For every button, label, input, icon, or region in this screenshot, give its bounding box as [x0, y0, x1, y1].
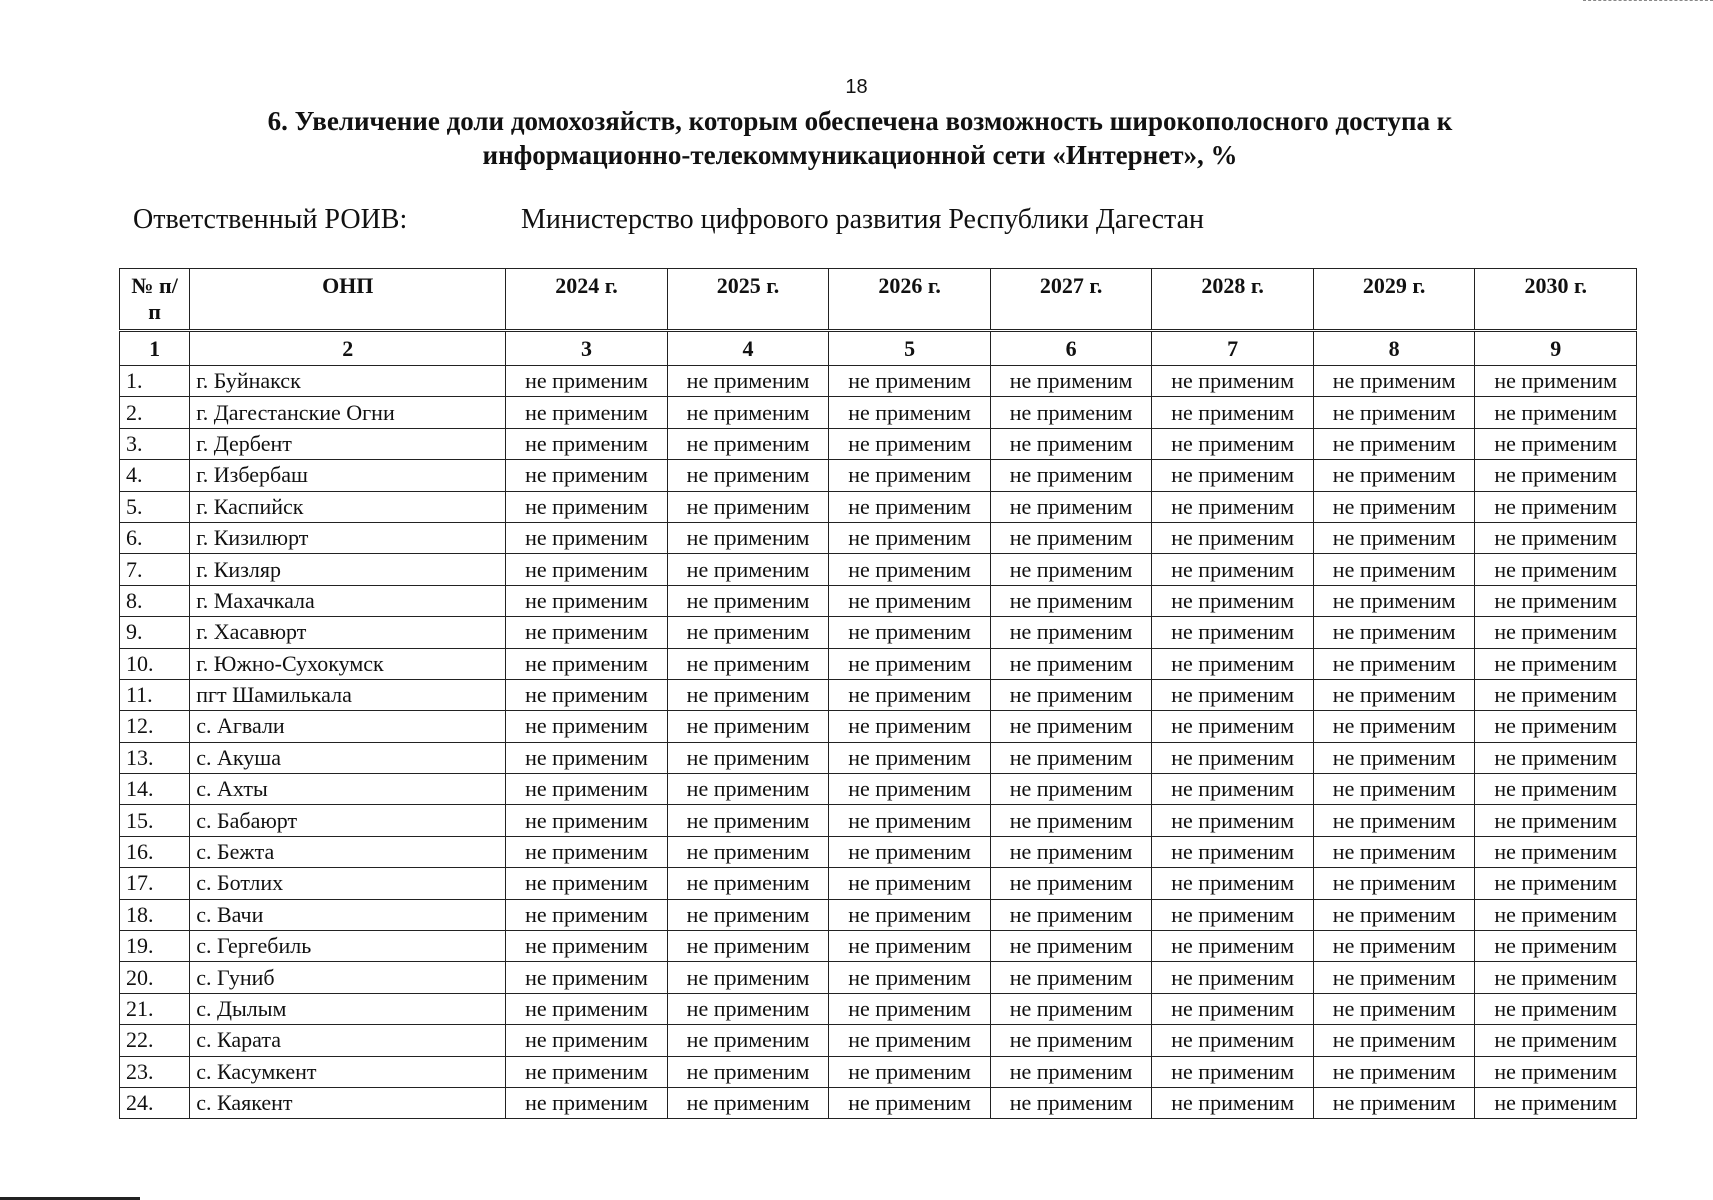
row-number: 2. — [120, 397, 190, 428]
year-value-cell: не применим — [829, 460, 991, 491]
row-number: 11. — [120, 679, 190, 710]
year-value-cell: не применим — [990, 679, 1152, 710]
table-row — [120, 931, 1637, 962]
year-value-cell: не применим — [1313, 397, 1475, 428]
row-number: 12. — [120, 711, 190, 742]
column-number: 1 — [120, 331, 190, 366]
year-value-cell: не применим — [1475, 585, 1637, 616]
year-value-cell: не применим — [1313, 491, 1475, 522]
table-row — [120, 1025, 1637, 1056]
settlement-name: г. Дербент — [190, 428, 506, 459]
year-value-cell: не применим — [1313, 899, 1475, 930]
year-value-cell: не применим — [506, 397, 668, 428]
table-row — [120, 836, 1637, 867]
row-number: 4. — [120, 460, 190, 491]
row-number: 1. — [120, 366, 190, 397]
year-value-cell: не применим — [829, 1056, 991, 1087]
year-value-cell: не применим — [1475, 1087, 1637, 1118]
row-number: 6. — [120, 522, 190, 553]
year-value-cell: не применим — [506, 993, 668, 1024]
year-value-cell: не применим — [990, 554, 1152, 585]
year-value-cell: не применим — [506, 366, 668, 397]
row-number: 8. — [120, 585, 190, 616]
page-number: 18 — [845, 76, 868, 98]
year-value-cell: не применим — [1475, 899, 1637, 930]
row-number: 7. — [120, 554, 190, 585]
year-value-cell: не применим — [667, 679, 829, 710]
year-value-cell: не применим — [829, 774, 991, 805]
table-row — [120, 868, 1637, 899]
table-row — [120, 899, 1637, 930]
roiv-label: Ответственный РОИВ: — [133, 204, 408, 235]
year-value-cell: не применим — [1313, 648, 1475, 679]
table-row — [120, 962, 1637, 993]
year-value-cell: не применим — [506, 460, 668, 491]
year-value-cell: не применим — [1313, 460, 1475, 491]
table-row — [120, 460, 1637, 491]
year-value-cell: не применим — [1475, 491, 1637, 522]
year-value-cell: не применим — [990, 397, 1152, 428]
year-value-cell: не применим — [829, 836, 991, 867]
year-value-cell: не применим — [1475, 836, 1637, 867]
year-value-cell: не применим — [829, 679, 991, 710]
year-value-cell: не применим — [829, 648, 991, 679]
year-value-cell: не применим — [1313, 774, 1475, 805]
table-row — [120, 366, 1637, 397]
year-value-cell: не применим — [829, 585, 991, 616]
year-value-cell: не применим — [506, 1056, 668, 1087]
year-value-cell: не применим — [506, 836, 668, 867]
table-row — [120, 491, 1637, 522]
year-value-cell: не применим — [829, 366, 991, 397]
year-value-cell: не применим — [990, 899, 1152, 930]
year-value-cell: не применим — [506, 868, 668, 899]
year-value-cell: не применим — [506, 522, 668, 553]
year-value-cell: не применим — [1313, 428, 1475, 459]
year-value-cell: не применим — [1475, 522, 1637, 553]
year-value-cell: не применим — [990, 1025, 1152, 1056]
year-value-cell: не применим — [829, 428, 991, 459]
year-value-cell: не применим — [1475, 397, 1637, 428]
column-number: 7 — [1152, 331, 1314, 366]
column-number-row — [120, 331, 1637, 366]
table-header-row — [120, 269, 1637, 331]
year-value-cell: не применим — [1313, 962, 1475, 993]
year-value-cell: не применим — [990, 1056, 1152, 1087]
settlement-name: с. Гергебиль — [190, 931, 506, 962]
table-row — [120, 428, 1637, 459]
settlement-name: с. Гуниб — [190, 962, 506, 993]
year-value-cell: не применим — [1313, 805, 1475, 836]
year-value-cell: не применим — [506, 774, 668, 805]
year-value-cell: не применим — [990, 742, 1152, 773]
year-value-cell: не применим — [990, 711, 1152, 742]
year-value-cell: не применим — [1475, 962, 1637, 993]
table-row — [120, 617, 1637, 648]
year-value-cell: не применим — [667, 522, 829, 553]
year-value-cell: не применим — [990, 648, 1152, 679]
year-value-cell: не применим — [506, 931, 668, 962]
year-value-cell: не применим — [829, 899, 991, 930]
indicator-table — [119, 268, 1637, 1119]
table-row — [120, 679, 1637, 710]
year-value-cell: не применим — [667, 962, 829, 993]
settlement-name: г. Буйнакск — [190, 366, 506, 397]
row-number: 5. — [120, 491, 190, 522]
scan-edge-line — [1583, 0, 1713, 2]
row-number: 22. — [120, 1025, 190, 1056]
year-value-cell: не применим — [1152, 931, 1314, 962]
header-num: № п/п — [120, 269, 190, 331]
year-value-cell: не применим — [1152, 428, 1314, 459]
year-value-cell: не применим — [1152, 742, 1314, 773]
settlement-name: с. Дылым — [190, 993, 506, 1024]
settlement-name: с. Касумкент — [190, 1056, 506, 1087]
year-value-cell: не применим — [990, 931, 1152, 962]
settlement-name: с. Акуша — [190, 742, 506, 773]
row-number: 9. — [120, 617, 190, 648]
year-value-cell: не применим — [506, 648, 668, 679]
year-value-cell: не применим — [667, 931, 829, 962]
year-value-cell: не применим — [829, 742, 991, 773]
settlement-name: г. Каспийск — [190, 491, 506, 522]
column-number: 9 — [1475, 331, 1637, 366]
table-row — [120, 648, 1637, 679]
year-value-cell: не применим — [990, 805, 1152, 836]
year-value-cell: не применим — [1475, 1056, 1637, 1087]
row-number: 14. — [120, 774, 190, 805]
year-value-cell: не применим — [506, 428, 668, 459]
table-body — [120, 366, 1637, 1119]
year-value-cell: не применим — [1475, 931, 1637, 962]
year-value-cell: не применим — [1313, 868, 1475, 899]
year-value-cell: не применим — [829, 805, 991, 836]
year-value-cell: не применим — [990, 585, 1152, 616]
year-value-cell: не применим — [1313, 993, 1475, 1024]
year-value-cell: не применим — [667, 1087, 829, 1118]
year-value-cell: не применим — [829, 617, 991, 648]
year-value-cell: не применим — [1313, 679, 1475, 710]
year-value-cell: не применим — [829, 491, 991, 522]
year-value-cell: не применим — [1152, 397, 1314, 428]
year-value-cell: не применим — [990, 836, 1152, 867]
year-value-cell: не применим — [667, 836, 829, 867]
year-value-cell: не применим — [667, 554, 829, 585]
row-number: 23. — [120, 1056, 190, 1087]
year-value-cell: не применим — [1475, 617, 1637, 648]
row-number: 13. — [120, 742, 190, 773]
year-value-cell: не применим — [1313, 554, 1475, 585]
year-value-cell: не применим — [829, 1025, 991, 1056]
header-2027: 2027 г. — [990, 269, 1152, 331]
year-value-cell: не применим — [506, 554, 668, 585]
year-value-cell: не применим — [1475, 868, 1637, 899]
row-number: 10. — [120, 648, 190, 679]
year-value-cell: не применим — [667, 774, 829, 805]
year-value-cell: не применим — [1152, 585, 1314, 616]
year-value-cell: не применим — [1475, 648, 1637, 679]
column-number: 8 — [1313, 331, 1475, 366]
year-value-cell: не применим — [1475, 460, 1637, 491]
year-value-cell: не применим — [506, 711, 668, 742]
settlement-name: с. Каякент — [190, 1087, 506, 1118]
year-value-cell: не применим — [990, 993, 1152, 1024]
header-2029: 2029 г. — [1313, 269, 1475, 331]
header-onp: ОНП — [190, 269, 506, 331]
year-value-cell: не применим — [1152, 1056, 1314, 1087]
settlement-name: г. Дагестанские Огни — [190, 397, 506, 428]
column-number: 5 — [829, 331, 991, 366]
year-value-cell: не применим — [1152, 899, 1314, 930]
year-value-cell: не применим — [667, 711, 829, 742]
header-2030: 2030 г. — [1475, 269, 1637, 331]
year-value-cell: не применим — [1475, 1025, 1637, 1056]
year-value-cell: не применим — [990, 491, 1152, 522]
year-value-cell: не применим — [829, 522, 991, 553]
header-2028: 2028 г. — [1152, 269, 1314, 331]
year-value-cell: не применим — [667, 397, 829, 428]
year-value-cell: не применим — [1475, 554, 1637, 585]
year-value-cell: не применим — [1313, 711, 1475, 742]
year-value-cell: не применим — [1475, 711, 1637, 742]
year-value-cell: не применим — [506, 742, 668, 773]
year-value-cell: не применим — [667, 742, 829, 773]
year-value-cell: не применим — [990, 460, 1152, 491]
header-2026: 2026 г. — [829, 269, 991, 331]
year-value-cell: не применим — [667, 868, 829, 899]
year-value-cell: не применим — [1152, 648, 1314, 679]
year-value-cell: не применим — [506, 805, 668, 836]
year-value-cell: не применим — [1313, 1087, 1475, 1118]
year-value-cell: не применим — [829, 962, 991, 993]
settlement-name: г. Кизилюрт — [190, 522, 506, 553]
table-row — [120, 805, 1637, 836]
year-value-cell: не применим — [1475, 742, 1637, 773]
column-number: 6 — [990, 331, 1152, 366]
year-value-cell: не применим — [1475, 805, 1637, 836]
year-value-cell: не применим — [1152, 491, 1314, 522]
year-value-cell: не применим — [1313, 522, 1475, 553]
row-number: 21. — [120, 993, 190, 1024]
year-value-cell: не применим — [990, 962, 1152, 993]
year-value-cell: не применим — [1152, 366, 1314, 397]
year-value-cell: не применим — [667, 1025, 829, 1056]
year-value-cell: не применим — [506, 679, 668, 710]
table-row — [120, 742, 1637, 773]
year-value-cell: не применим — [829, 711, 991, 742]
year-value-cell: не применим — [1313, 617, 1475, 648]
year-value-cell: не применим — [1313, 1056, 1475, 1087]
year-value-cell: не применим — [829, 397, 991, 428]
row-number: 18. — [120, 899, 190, 930]
year-value-cell: не применим — [990, 868, 1152, 899]
year-value-cell: не применим — [506, 899, 668, 930]
year-value-cell: не применим — [667, 428, 829, 459]
row-number: 20. — [120, 962, 190, 993]
roiv-value: Министерство цифрового развития Республики Дагестан — [521, 204, 1205, 235]
year-value-cell: не применим — [1152, 460, 1314, 491]
year-value-cell: не применим — [1152, 805, 1314, 836]
header-2025: 2025 г. — [667, 269, 829, 331]
year-value-cell: не применим — [990, 774, 1152, 805]
year-value-cell: не применим — [667, 1056, 829, 1087]
year-value-cell: не применим — [1152, 1025, 1314, 1056]
year-value-cell: не применим — [1152, 617, 1314, 648]
year-value-cell: не применим — [1152, 522, 1314, 553]
year-value-cell: не применим — [1152, 1087, 1314, 1118]
row-number: 16. — [120, 836, 190, 867]
row-number: 15. — [120, 805, 190, 836]
table-row — [120, 774, 1637, 805]
year-value-cell: не применим — [1313, 931, 1475, 962]
year-value-cell: не применим — [1152, 679, 1314, 710]
column-number: 2 — [190, 331, 506, 366]
table-row — [120, 397, 1637, 428]
year-value-cell: не применим — [667, 648, 829, 679]
settlement-name: с. Бабаюрт — [190, 805, 506, 836]
year-value-cell: не применим — [829, 993, 991, 1024]
settlement-name: с. Ботлих — [190, 868, 506, 899]
year-value-cell: не применим — [506, 585, 668, 616]
settlement-name: с. Агвали — [190, 711, 506, 742]
row-number: 19. — [120, 931, 190, 962]
year-value-cell: не применим — [1475, 366, 1637, 397]
year-value-cell: не применим — [506, 1087, 668, 1118]
year-value-cell: не применим — [1475, 993, 1637, 1024]
year-value-cell: не применим — [667, 460, 829, 491]
year-value-cell: не применим — [990, 428, 1152, 459]
year-value-cell: не применим — [667, 899, 829, 930]
year-value-cell: не применим — [667, 805, 829, 836]
year-value-cell: не применим — [1475, 774, 1637, 805]
year-value-cell: не применим — [667, 617, 829, 648]
table-row — [120, 1087, 1637, 1118]
settlement-name: г. Хасавюрт — [190, 617, 506, 648]
settlement-name: г. Кизляр — [190, 554, 506, 585]
settlement-name: с. Карата — [190, 1025, 506, 1056]
year-value-cell: не применим — [990, 366, 1152, 397]
year-value-cell: не применим — [1152, 868, 1314, 899]
table-row — [120, 554, 1637, 585]
table-row — [120, 585, 1637, 616]
year-value-cell: не применим — [829, 931, 991, 962]
year-value-cell: не применим — [1152, 993, 1314, 1024]
table-row — [120, 993, 1637, 1024]
table-row — [120, 522, 1637, 553]
column-number: 3 — [506, 331, 668, 366]
row-number: 17. — [120, 868, 190, 899]
year-value-cell: не применим — [990, 522, 1152, 553]
year-value-cell: не применим — [1152, 836, 1314, 867]
row-number: 24. — [120, 1087, 190, 1118]
settlement-name: с. Бежта — [190, 836, 506, 867]
year-value-cell: не применим — [506, 1025, 668, 1056]
settlement-name: с. Вачи — [190, 899, 506, 930]
settlement-name: пгт Шамилькала — [190, 679, 506, 710]
column-number: 4 — [667, 331, 829, 366]
year-value-cell: не применим — [667, 366, 829, 397]
year-value-cell: не применим — [667, 585, 829, 616]
year-value-cell: не применим — [1152, 554, 1314, 585]
year-value-cell: не применим — [506, 491, 668, 522]
year-value-cell: не применим — [1313, 366, 1475, 397]
year-value-cell: не применим — [1475, 679, 1637, 710]
row-number: 3. — [120, 428, 190, 459]
year-value-cell: не применим — [1313, 585, 1475, 616]
settlement-name: г. Южно-Сухокумск — [190, 648, 506, 679]
header-2024: 2024 г. — [506, 269, 668, 331]
year-value-cell: не применим — [829, 1087, 991, 1118]
year-value-cell: не применим — [829, 554, 991, 585]
document-title: 6. Увеличение доли домохозяйств, которым обеспечена возможность широкополосного доступа к информационно-телекоммуникационной сети «Интернет», % — [267, 106, 1453, 170]
year-value-cell: не применим — [1313, 742, 1475, 773]
year-value-cell: не применим — [1152, 711, 1314, 742]
year-value-cell: не применим — [1313, 1025, 1475, 1056]
year-value-cell: не применим — [667, 993, 829, 1024]
year-value-cell: не применим — [506, 962, 668, 993]
year-value-cell: не применим — [1475, 428, 1637, 459]
settlement-name: с. Ахты — [190, 774, 506, 805]
year-value-cell: не применим — [506, 617, 668, 648]
year-value-cell: не применим — [667, 491, 829, 522]
year-value-cell: не применим — [990, 1087, 1152, 1118]
settlement-name: г. Избербаш — [190, 460, 506, 491]
table-row — [120, 711, 1637, 742]
table-row — [120, 1056, 1637, 1087]
settlement-name: г. Махачкала — [190, 585, 506, 616]
year-value-cell: не применим — [1152, 774, 1314, 805]
year-value-cell: не применим — [990, 617, 1152, 648]
year-value-cell: не применим — [1313, 836, 1475, 867]
year-value-cell: не применим — [829, 868, 991, 899]
year-value-cell: не применим — [1152, 962, 1314, 993]
